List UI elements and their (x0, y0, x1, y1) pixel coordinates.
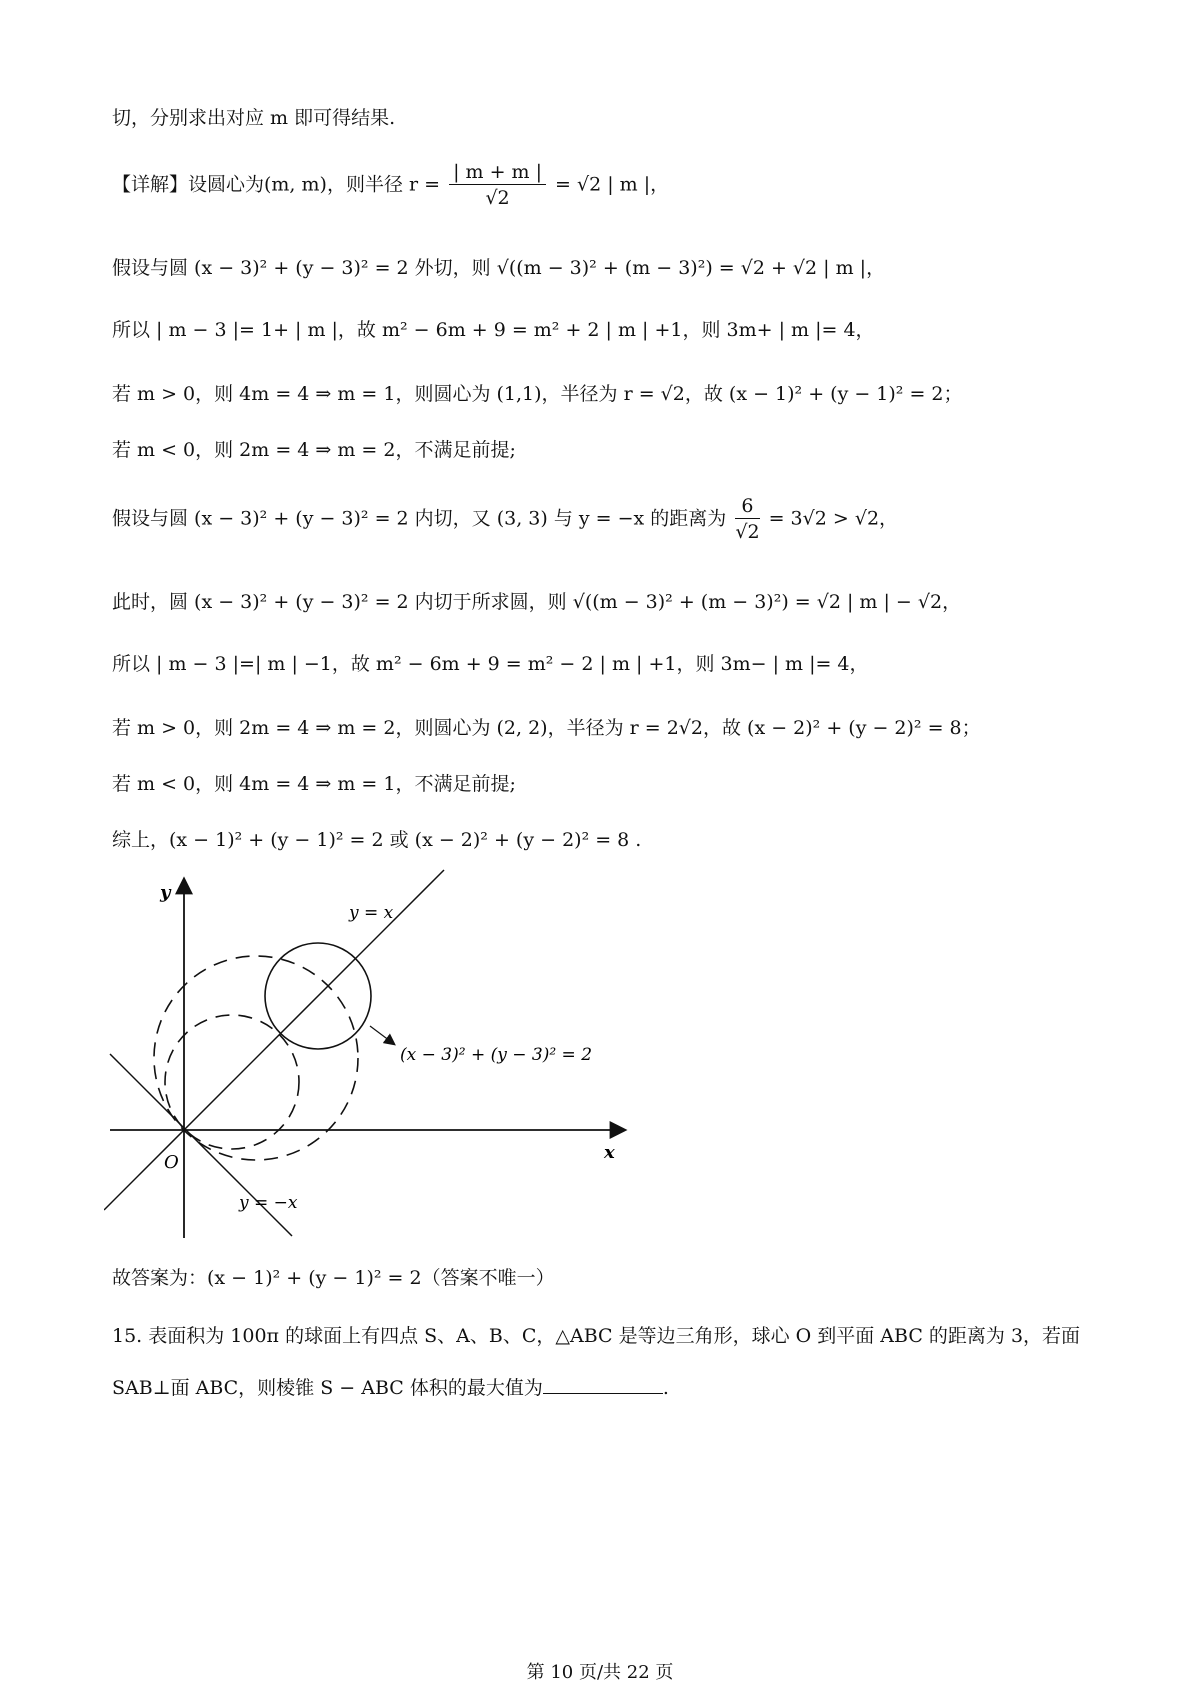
answer-blank[interactable] (543, 1375, 663, 1394)
text-line-11: 若 m < 0，则 4m = 4 ⇒ m = 1，不满足前提; (112, 773, 516, 795)
line-y-equals-x-label: y = x (349, 903, 394, 923)
radius-fraction (449, 160, 546, 211)
text-line-12: 综上，(x − 1)² + (y − 1)² = 2 或 (x − 2)² + (y − 2)² = 8 . (112, 829, 642, 851)
circle-diagram (104, 868, 634, 1248)
text-line-1: 切，分别求出对应 m 即可得结果. (112, 107, 396, 129)
radius-fraction-denominator: √2 (485, 187, 510, 209)
answer-line: 故答案为：(x − 1)² + (y − 1)² = 2（答案不唯一） (112, 1267, 555, 1289)
text-line-5: 若 m > 0，则 4m = 4 ⇒ m = 1，则圆心为 (1,1)，半径为 r = √2，故 (x − 1)² + (y − 1)² = 2； (112, 383, 963, 405)
circle-equation-label: (x − 3)² + (y − 3)² = 2 (400, 1045, 593, 1065)
radius-fraction-numerator: | m + m | (449, 160, 546, 185)
text-line-4: 所以 | m − 3 |= 1+ | m |，故 m² − 6m + 9 = m² + 2 | m | +1，则 3m+ | m |= 4， (112, 319, 875, 341)
text-line-6: 若 m < 0，则 2m = 4 ⇒ m = 2，不满足前提; (112, 439, 516, 461)
text-line-7 (112, 494, 898, 545)
line-2-text-b: = √2 | m |， (555, 173, 670, 196)
line-7-text-a: 假设与圆 (x − 3)² + (y − 3)² = 2 内切，又 (3, 3) 与 y = −x 的距离为 (112, 507, 727, 530)
page-footer: 第 10 页/共 22 页 (526, 1662, 674, 1683)
text-line-9: 所以 | m − 3 |=| m | −1，故 m² − 6m + 9 = m² − 2 | m | +1，则 3m− | m |= 4， (112, 653, 869, 675)
y-axis-label: y (160, 882, 171, 903)
x-axis-label: x (604, 1142, 615, 1163)
text-line-10: 若 m > 0，则 2m = 4 ⇒ m = 2，则圆心为 (2, 2)，半径为 r = 2√2，故 (x − 2)² + (y − 2)² = 8； (112, 717, 981, 739)
line-2-text-a: 【详解】设圆心为(m, m)，则半径 r = (112, 173, 441, 196)
question-15-text: SAB⊥面 ABC，则棱锥 S − ABC 体积的最大值为 (112, 1377, 543, 1399)
origin-label: O (164, 1152, 179, 1173)
line-7-text-b: = 3√2 > √2， (768, 507, 899, 530)
question-15-line-1: 15. 表面积为 100π 的球面上有四点 S、A、B、C，△ABC 是等边三角形，球心 O 到平面 ABC 的距离为 3，若面 (112, 1325, 1081, 1347)
distance-fraction (735, 494, 759, 545)
text-line-3: 假设与圆 (x − 3)² + (y − 3)² = 2 外切，则 √((m − 3)² + (m − 3)²) = √2 + √2 | m |， (112, 257, 886, 279)
distance-fraction-denominator: √2 (735, 521, 760, 543)
question-15-line-2 (112, 1374, 669, 1402)
circle-pointer-arrow (370, 1026, 394, 1044)
question-15-end: . (662, 1377, 669, 1399)
line-y-equals-neg-x-label: y = −x (239, 1193, 298, 1213)
text-line-8: 此时，圆 (x − 3)² + (y − 3)² = 2 内切于所求圆，则 √((m − 3)² + (m − 3)²) = √2 | m | − √2， (112, 591, 962, 613)
text-line-2 (112, 160, 669, 211)
distance-fraction-numerator: 6 (735, 494, 759, 519)
